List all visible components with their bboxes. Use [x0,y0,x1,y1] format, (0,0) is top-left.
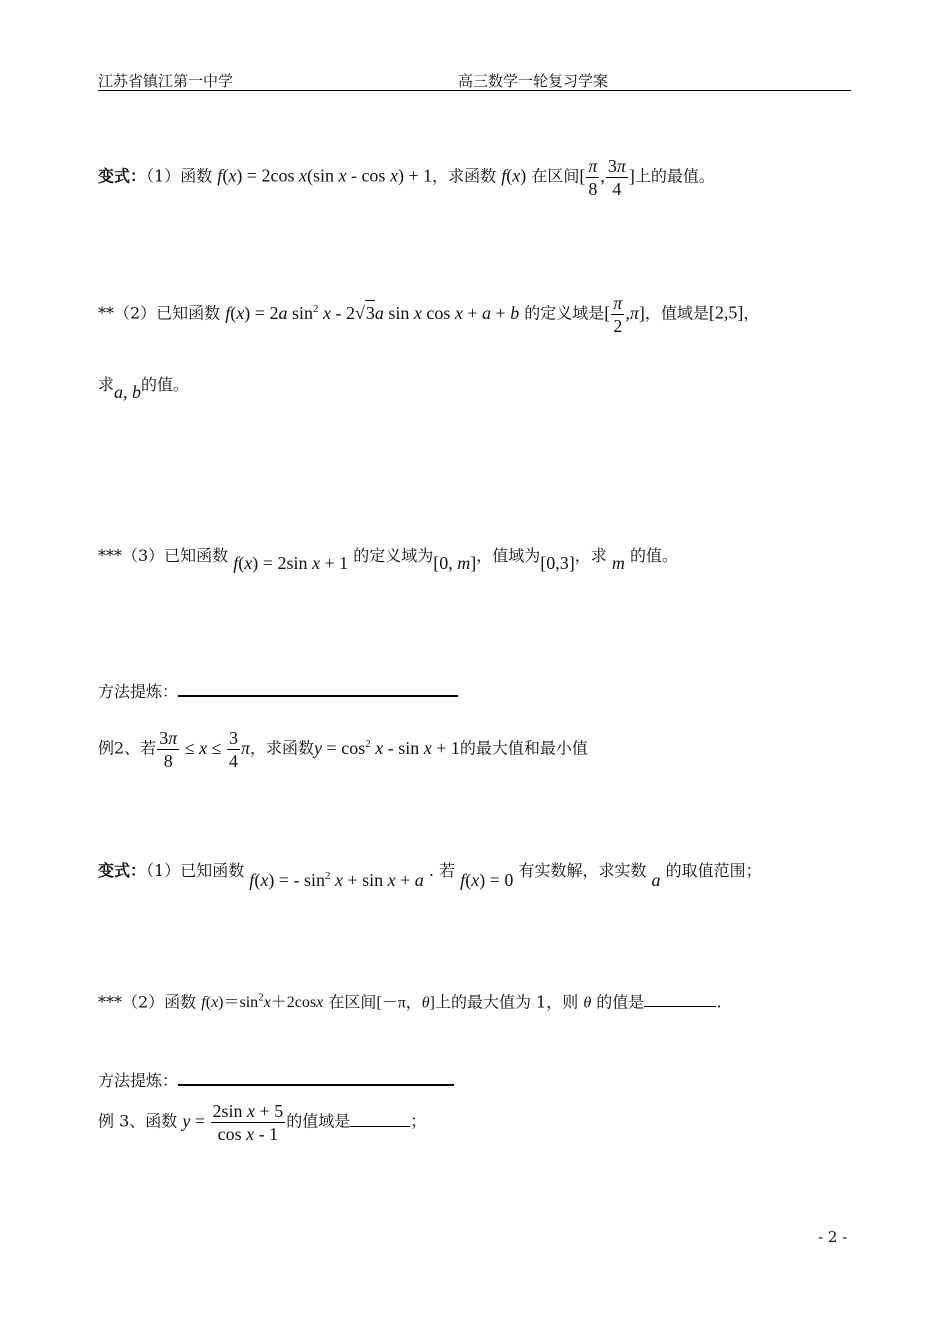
text: 的值。 [629,546,678,565]
formula: f(x) = 2sin x + 1 [233,553,349,573]
text: 上的最值。 [634,166,715,186]
header-school: 江苏省镇江第一中学 [98,72,234,90]
formula: [ $\frac{\pi}{2}$ ,π] [604,293,645,336]
text: （1）已知函数 [146,861,245,880]
formula: f(x) [501,165,527,186]
text: . 若 [428,861,456,880]
method-summary-1 [98,680,458,704]
text: 的取值范围； [665,861,762,880]
formula: θ [583,994,592,1012]
answer-blank[interactable] [644,1006,716,1007]
text: ，求 [574,546,607,565]
formula: [0,3] [540,553,575,573]
formula: y = $\frac{\text{2sin x + 5}}{\text{cos x - 1}}$ [182,1101,284,1144]
formula: [ $\frac{\pi}{8}$ , $\frac{3\pi}{4}$ ] [579,156,635,199]
example-2 [98,727,588,772]
variant-4 [98,854,762,890]
text: ，值域是 [644,303,709,323]
answer-blank[interactable] [350,1126,410,1127]
text: 的值是 [596,992,645,1012]
text: . [716,992,722,1012]
formula: $y = \cos^2 x - \sin x + 1$ [314,737,460,758]
formula: $f(x)=\sin^2x+2\cos x$ [201,992,324,1012]
text: 的最大值和最小值 [459,738,588,758]
text: 的值。 [141,375,190,394]
text: 在区间 [328,992,377,1012]
text: 例2、若 [98,738,157,758]
variant-label: 变式： [98,861,147,880]
text: **（2）已知函数 [98,303,221,323]
text: 的值域是 [286,1111,351,1131]
formula: a [651,870,661,890]
text: 的定义域是 [524,303,605,323]
formula: [2,5] [708,302,744,323]
text: 在区间 [531,166,580,186]
answer-blank[interactable] [178,1084,454,1086]
answer-blank[interactable] [178,695,458,697]
variant-3 [98,543,678,573]
header-rule [98,90,851,91]
text: （1）函数 [146,166,213,186]
text: ，值域为 [476,546,541,565]
formula: [－π，θ] [376,994,435,1012]
text: 的定义域为 [353,546,434,565]
example-3 [98,1100,426,1145]
formula: f(x) = 2a $\sin^2 x - 2√3a$ sin x cos x + a + b [225,303,519,323]
text: 求 [98,375,115,394]
variant-2-cont [98,372,190,402]
text: 上的最大值为 1，则 [434,992,579,1012]
variant-5 [98,986,721,1015]
formula: f(x) = - $\sin^2 x + \sin x + a$ [249,870,424,890]
text: ***（2）函数 [98,992,197,1012]
text: ； [410,1111,427,1131]
text: 方法提炼： [98,682,179,701]
text: 例 3、函数 [98,1111,178,1131]
text: ，求函数 [432,166,497,186]
formula: m [611,553,625,573]
text: 方法提炼： [98,1071,179,1090]
formula: [0, m] [433,553,477,573]
text: ， [743,303,760,323]
text: ***（3）已知函数 [98,546,229,565]
variant-1 [98,155,715,200]
formula: $\frac{3\pi}{8}$ ≤ x ≤ $\frac{3}{4}$ π [159,728,251,771]
page-number: - 2 - [818,1228,848,1246]
text: 有实数解，求实数 [518,861,647,880]
formula: a, b [114,382,142,402]
text: ，求函数 [250,738,315,758]
variant-2 [98,292,759,337]
header-title: 高三数学一轮复习学案 [458,72,609,90]
formula: f(x) = 2cos x(sin x - cos x) + 1 [217,165,433,186]
variant-label: 变式： [98,166,147,186]
formula: f(x) = 0 [460,870,514,890]
method-summary-2 [98,1069,454,1093]
